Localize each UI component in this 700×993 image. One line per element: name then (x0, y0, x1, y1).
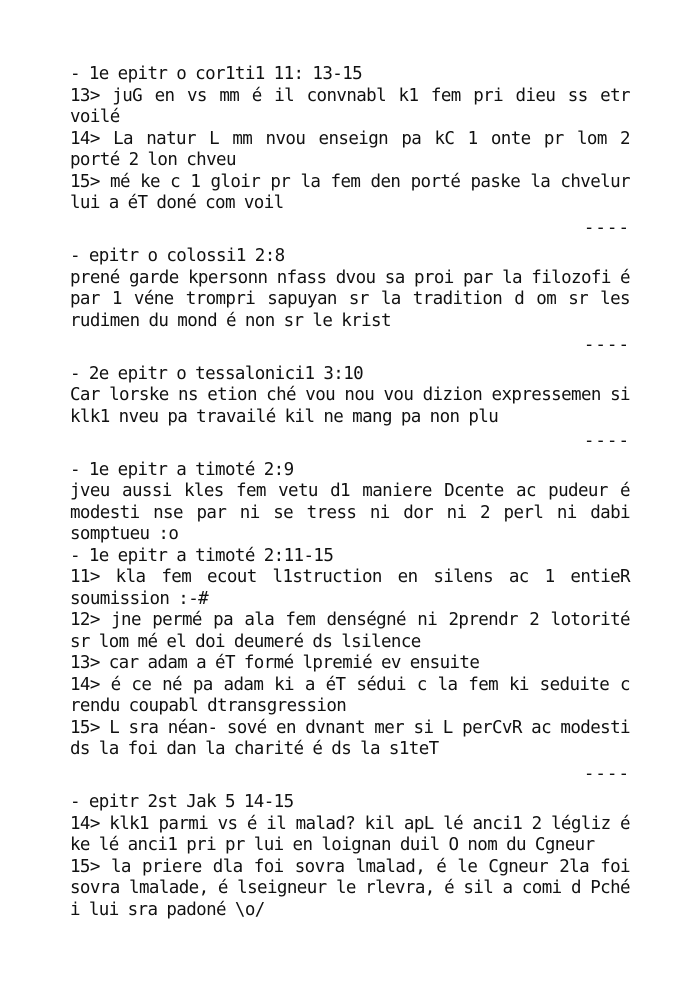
verse-reference: - 1e epitr a timoté 2:9 (70, 459, 294, 480)
section-separator: ---- (583, 217, 630, 238)
verse-line: 15> la priere dla foi sovra lmalad, é le Cgneur 2la foi sovra lmalade, é lseigneur le rlevra, é sil a comi d Pché i lui sra padoné \o/ (70, 856, 630, 920)
verse-reference: - 2e epitr o tessalonici1 3:10 (70, 363, 364, 384)
verse-line: 11> kla fem ecout l1struction en silens ac 1 entieR soumission :-# (70, 567, 630, 609)
verse-line: 14> La natur L mm nvou enseign pa kC 1 onte pr lom 2 porté 2 lon chveu (70, 128, 630, 170)
verse-line: 15> mé ke c 1 gloir pr la fem den porté paske la chvelur lui a éT doné com voil (70, 171, 630, 213)
verse-reference: - 1e epitr a timoté 2:11-15 (70, 545, 334, 566)
section-separator: ---- (583, 431, 630, 451)
verse-reference: - epitr o colossi1 2:8 (70, 246, 285, 266)
verse-line: prené garde kpersonn nfass dvou sa proi par la filozofi é par 1 véne trompri sapuyan sr la tradition d om sr les rudimen du mond é non sr le krist (70, 267, 630, 331)
section-separator: ---- (583, 335, 630, 355)
verse-reference: - epitr 2st Jak 5 14-15 (70, 792, 294, 812)
verse-line: Car lorske ns etion ché vou nou vou dizion expressemen si klk1 nveu pa travailé kil ne mang pa non plu (70, 385, 630, 427)
section-thessaloniciens (70, 364, 630, 429)
verse-line: 13> car adam a éT formé lpremié ev ensuite (70, 653, 480, 673)
verse-line: 15> L sra néan- sové en dvnant mer si L perCvR ac modesti ds la foi dan la charité é ds la s1teT (70, 717, 630, 759)
section-timothee (70, 460, 630, 761)
verse-line: 14> é ce né pa adam ki a éT sédui c la fem ki seduite c rendu coupabl dtransgression (70, 674, 630, 716)
section-colossiens (70, 246, 630, 332)
document-body (70, 64, 630, 921)
section-jacques (70, 792, 630, 921)
verse-line: 12> jne permé pa ala fem denségné ni 2prendr 2 lotorité sr lom mé el doi deumeré ds lsilence (70, 610, 630, 652)
verse-line: 13> juG en vs mm é il convnabl k1 fem pri dieu ss etr voilé (70, 85, 630, 127)
section-separator: ---- (583, 763, 630, 784)
section-corinthiens (70, 64, 630, 215)
verse-line: jveu aussi kles fem vetu d1 maniere Dcente ac pudeur é modesti nse par ni se tress ni dor ni 2 perl ni dabi somptueu :o (70, 481, 630, 544)
verse-reference: - 1e epitr o cor1ti1 11: 13-15 (70, 64, 363, 84)
verse-line: 14> klk1 parmi vs é il malad? kil apL lé anci1 2 légliz é ke lé anci1 pri pr lui en loignan duil O nom du Cgneur (70, 813, 630, 855)
